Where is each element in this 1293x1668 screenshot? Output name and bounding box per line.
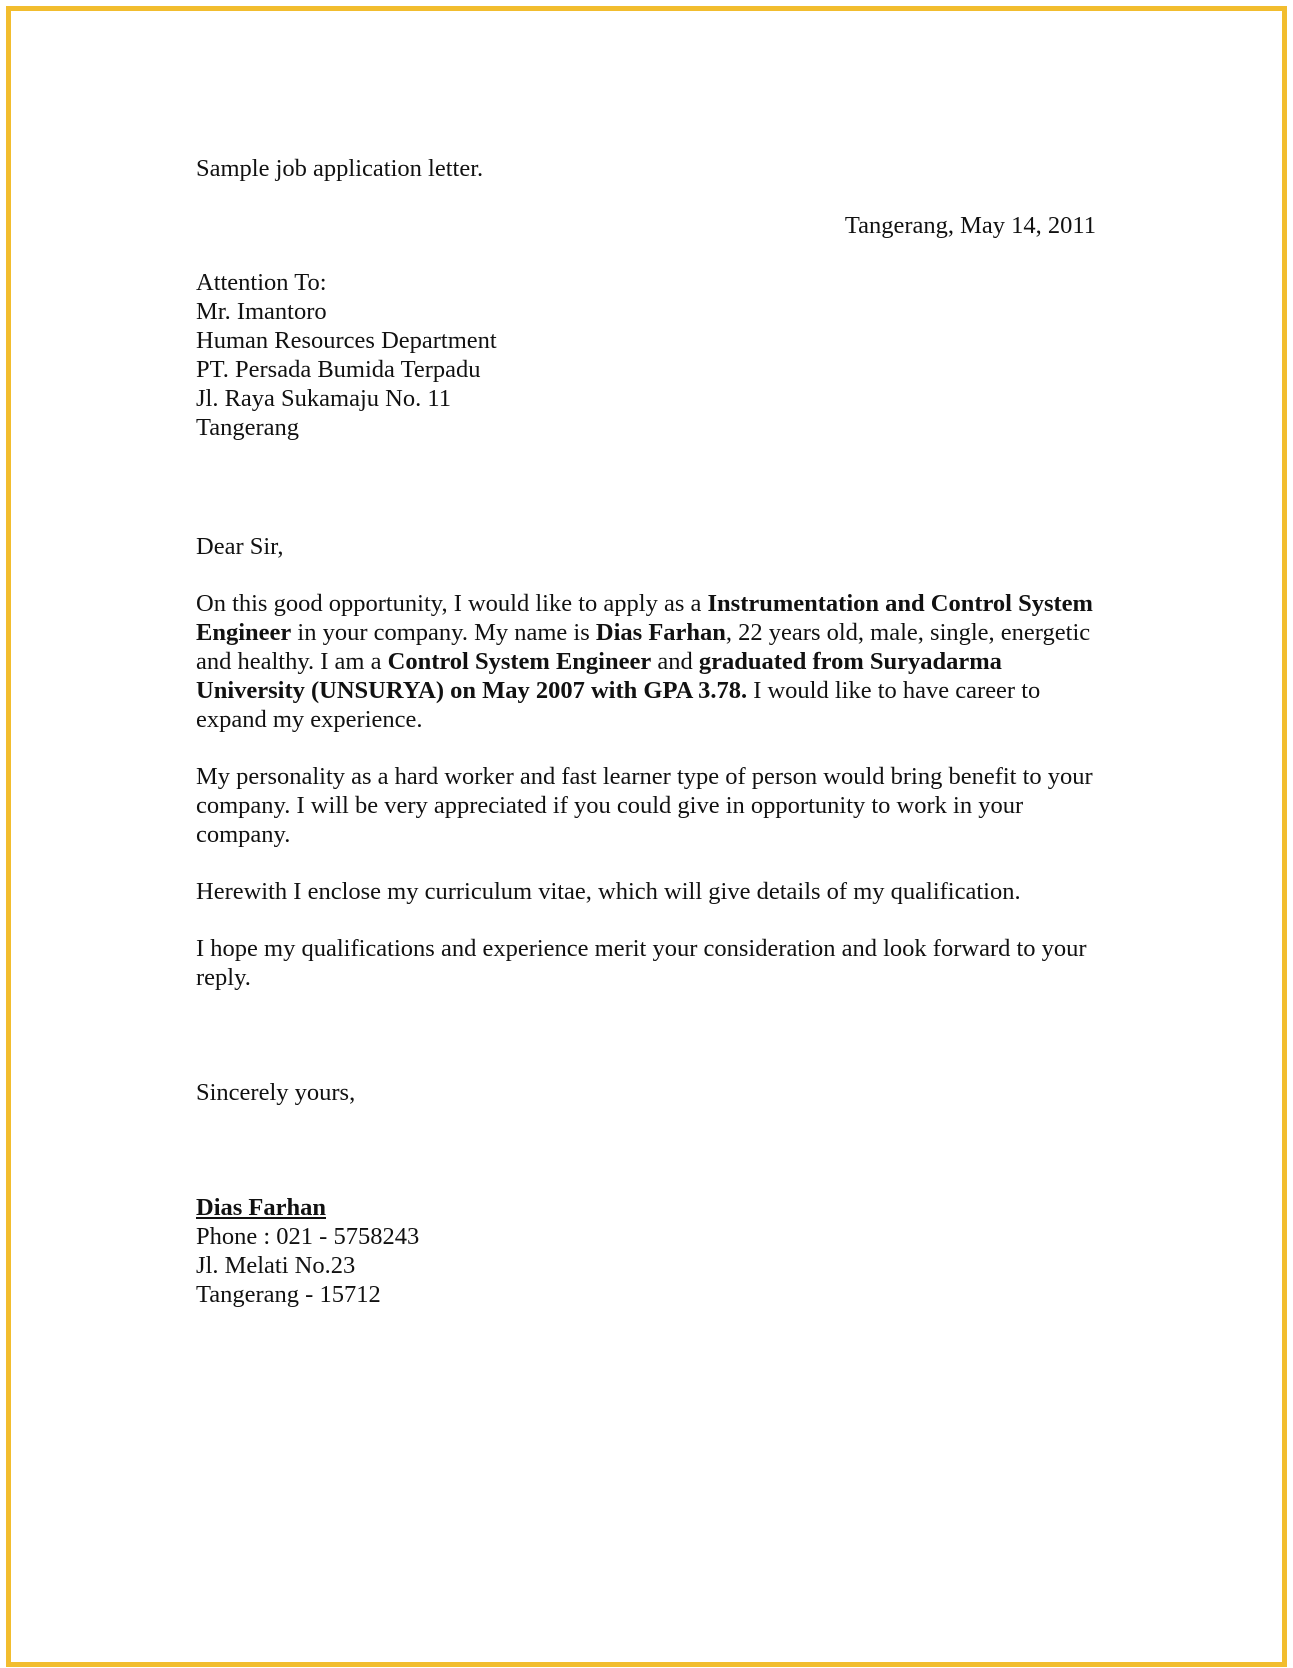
- closing-phrase: Sincerely yours,: [196, 1079, 356, 1106]
- position-title: Instrumentation and Control System Engineer: [196, 590, 1093, 646]
- sender-name: Dias Farhan: [196, 1194, 327, 1221]
- letter-heading: Sample job application letter.: [196, 155, 484, 182]
- recipient-address: [196, 268, 1096, 442]
- paragraph-text: in your company. My name is: [291, 619, 596, 646]
- sender-phone: Phone : 021 - 5758243: [196, 1223, 420, 1250]
- letter-body: [196, 154, 1096, 1309]
- paragraph-application: [196, 589, 1096, 734]
- recipient-city: Tangerang: [196, 414, 300, 441]
- paragraph-personality: My personality as a hard worker and fast learner type of person would bring benefit to your company. I will be very appreciated if you could give in opportunity to work in your company.: [196, 763, 1093, 848]
- sender-street: Jl. Melati No.23: [196, 1252, 356, 1279]
- applicant-name: Dias Farhan: [595, 619, 726, 646]
- paragraph-text: and: [651, 648, 699, 675]
- date-line: Tangerang, May 14, 2011: [844, 212, 1096, 239]
- sender-city: Tangerang - 15712: [196, 1281, 381, 1308]
- current-role: Control System Engineer: [387, 648, 652, 675]
- signature-block: [196, 1193, 1096, 1309]
- recipient-street: Jl. Raya Sukamaju No. 11: [196, 385, 451, 412]
- salutation: Dear Sir,: [196, 533, 284, 560]
- recipient-company: PT. Persada Bumida Terpadu: [196, 356, 481, 383]
- recipient-department: Human Resources Department: [196, 327, 497, 354]
- attention-label: Attention To:: [196, 269, 327, 296]
- paragraph-text: On this good opportunity, I would like to apply as a: [196, 590, 708, 617]
- paragraph-text: , 22 years old, male, single, energetic and healthy. I am a: [196, 619, 1091, 675]
- recipient-name: Mr. Imantoro: [196, 298, 327, 325]
- paragraph-text: I would like to have career to expand my experience.: [196, 677, 1041, 733]
- education-detail: graduated from Suryadarma University (UNSURYA) on May 2007 with GPA 3.78.: [196, 648, 1002, 704]
- paragraph-closing: I hope my qualifications and experience merit your consideration and look forward to your reply.: [196, 935, 1087, 991]
- paragraph-enclosure: Herewith I enclose my curriculum vitae, which will give details of my qualification.: [196, 878, 1021, 905]
